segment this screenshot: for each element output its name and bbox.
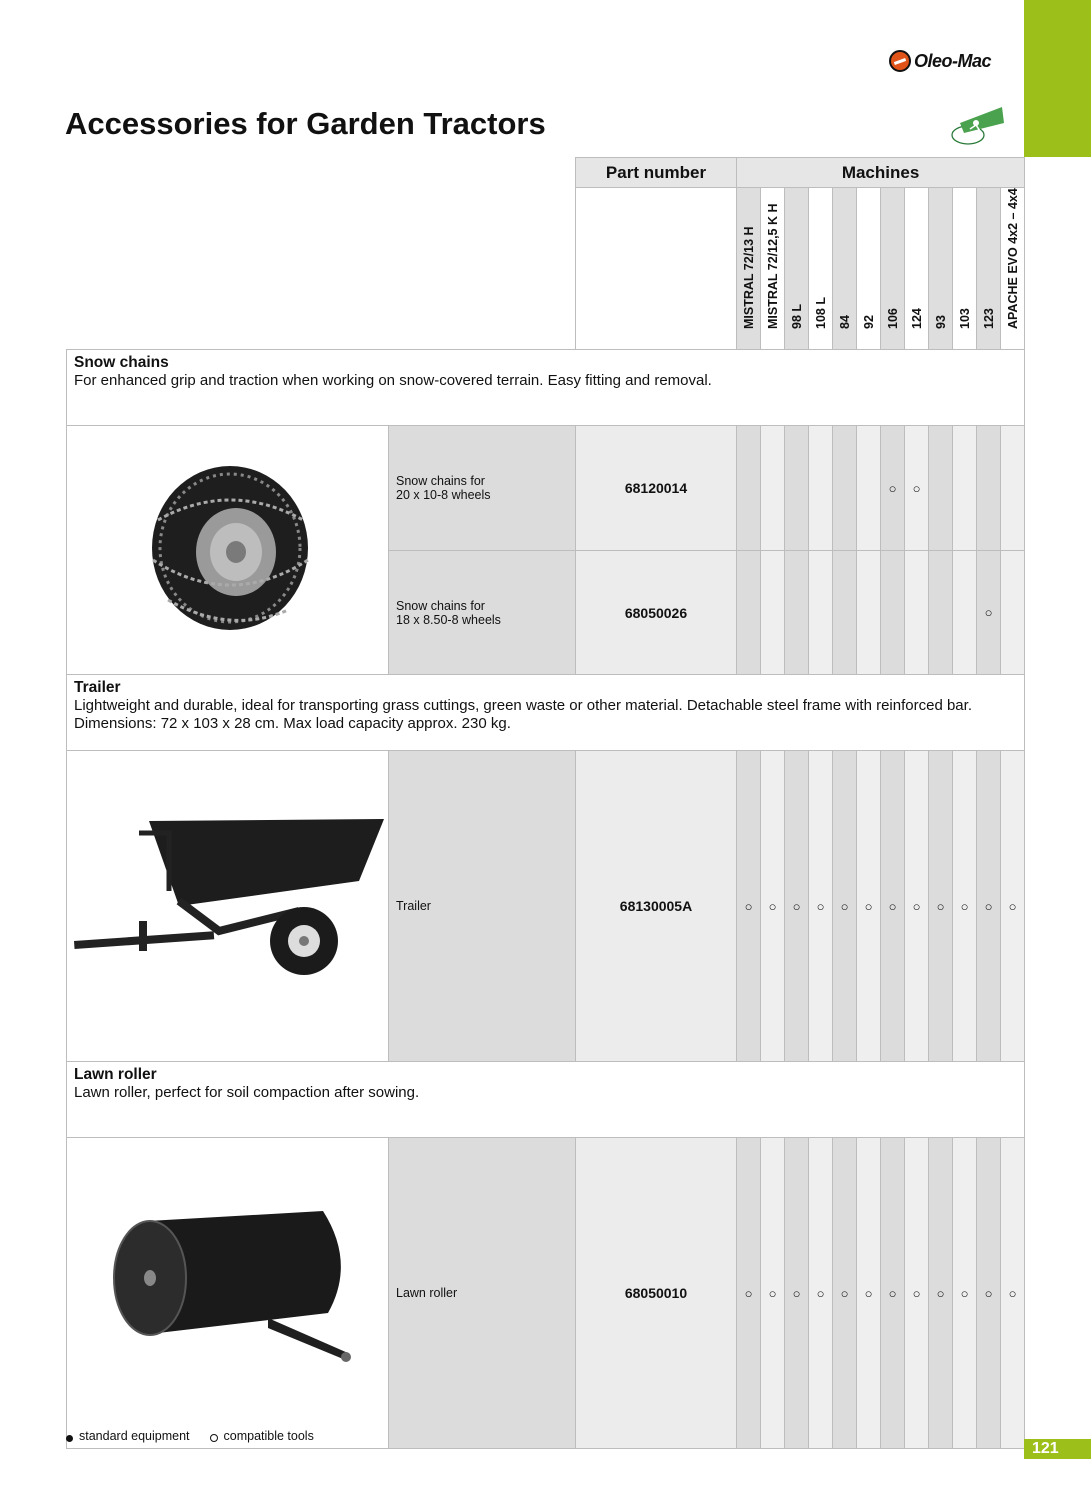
compatible-mark-icon: ○: [768, 898, 777, 914]
compatibility-cell: [881, 1138, 905, 1449]
compatibility-cell: [929, 1138, 953, 1449]
standard-dot-icon: [66, 1435, 73, 1442]
table-row: [67, 426, 1025, 551]
machine-column-header: [905, 188, 929, 350]
compatible-mark-icon: ○: [1008, 898, 1017, 914]
machine-column-header: [737, 188, 761, 350]
compatibility-cell: [833, 551, 857, 675]
machine-column-header: [857, 188, 881, 350]
product-description: Snow chains for 18 x 8.50-8 wheels: [389, 551, 576, 675]
trailer-image: [69, 811, 387, 996]
section-header: [67, 1062, 1025, 1138]
compatibility-cell: [1001, 1138, 1025, 1449]
section-description: For enhanced grip and traction when working on snow-covered terrain. Easy fitting and removal.: [74, 372, 712, 389]
compatibility-cell: [1001, 426, 1025, 551]
compatibility-cell: [761, 426, 785, 551]
page-title: Accessories for Garden Tractors: [65, 106, 546, 141]
compatibility-cell: [929, 551, 953, 675]
machine-column-header: [953, 188, 977, 350]
section-title: Snow chains: [74, 354, 169, 371]
section-description: Lawn roller, perfect for soil compaction after sowing.: [74, 1084, 420, 1101]
compatibility-cell: [857, 1138, 881, 1449]
compatible-mark-icon: ○: [912, 898, 921, 914]
part-number: 68050026: [576, 551, 737, 675]
compatibility-cell: [737, 751, 761, 1062]
legend-standard: standard equipment: [79, 1429, 190, 1443]
product-description: Snow chains for 20 x 10-8 wheels: [389, 426, 576, 551]
compatibility-cell: [929, 751, 953, 1062]
compatibility-cell: [905, 751, 929, 1062]
compatibility-cell: [833, 751, 857, 1062]
compatible-mark-icon: ○: [912, 480, 921, 496]
original-parts-badge: [950, 105, 1006, 147]
compatibility-cell: [857, 551, 881, 675]
part-number: 68130005A: [576, 751, 737, 1062]
machine-name: 106: [885, 308, 900, 329]
machine-column-header: [761, 188, 785, 350]
compatibility-cell: [1001, 551, 1025, 675]
compatibility-cell: [785, 1138, 809, 1449]
compatibility-cell: [953, 751, 977, 1062]
compatible-mark-icon: ○: [888, 1285, 897, 1301]
compatible-mark-icon: ○: [768, 1285, 777, 1301]
compatibility-cell: [809, 1138, 833, 1449]
compatible-mark-icon: ○: [792, 898, 801, 914]
compatible-mark-icon: ○: [744, 1285, 753, 1301]
table-row: [67, 1138, 1025, 1449]
compatibility-cell: [737, 551, 761, 675]
machine-column-header: [1001, 188, 1025, 350]
compatibility-cell: [785, 551, 809, 675]
compatibility-cell: [809, 751, 833, 1062]
compatibility-cell: [881, 551, 905, 675]
machine-name: 123: [981, 308, 996, 329]
compatibility-cell: [737, 1138, 761, 1449]
product-description: Lawn roller: [389, 1138, 576, 1449]
compatibility-cell: [857, 751, 881, 1062]
machine-name: MISTRAL 72/13 H: [741, 226, 756, 329]
compatibility-cell: [857, 426, 881, 551]
compatible-mark-icon: ○: [888, 898, 897, 914]
compatible-mark-icon: ○: [816, 898, 825, 914]
compatibility-cell: [953, 551, 977, 675]
compatibility-cell: [905, 426, 929, 551]
section-color-tab: [1024, 0, 1091, 157]
legend: [66, 1429, 314, 1443]
compatible-mark-icon: ○: [936, 898, 945, 914]
machine-column-header: [977, 188, 1001, 350]
lawn-roller-image: [98, 1203, 358, 1378]
machine-column-header: [929, 188, 953, 350]
compatibility-cell: [953, 1138, 977, 1449]
machine-name: 98 L: [789, 303, 804, 329]
section-header: [67, 675, 1025, 751]
machine-name: 108 L: [813, 297, 828, 329]
compatibility-cell: [809, 426, 833, 551]
compatible-mark-icon: ○: [936, 1285, 945, 1301]
compatibility-cell: [905, 551, 929, 675]
compatibility-cell: [881, 426, 905, 551]
product-description: Trailer: [389, 751, 576, 1062]
snow-chain-wheel-image: [138, 460, 318, 635]
machine-column-header: [881, 188, 905, 350]
compatibility-cell: [833, 1138, 857, 1449]
accessories-table: [66, 157, 1025, 1449]
compatibility-cell: [953, 426, 977, 551]
compatible-mark-icon: ○: [984, 898, 993, 914]
compatible-mark-icon: ○: [744, 898, 753, 914]
machine-name: 124: [909, 308, 924, 329]
compatibility-cell: [977, 751, 1001, 1062]
compatibility-cell: [809, 551, 833, 675]
page-number: 121: [1024, 1439, 1091, 1459]
product-photo: [67, 751, 389, 1062]
section-title: Trailer: [74, 679, 121, 696]
legend-compatible: compatible tools: [223, 1429, 314, 1443]
compatibility-cell: [881, 751, 905, 1062]
machine-name: 84: [837, 315, 852, 329]
compatible-mark-icon: ○: [840, 1285, 849, 1301]
compatible-mark-icon: ○: [984, 1285, 993, 1301]
brand-logo: [889, 48, 991, 74]
table-row: [67, 751, 1025, 1062]
machine-name: 92: [861, 315, 876, 329]
machines-header: Machines: [737, 158, 1025, 188]
machine-column-header: [785, 188, 809, 350]
product-photo: [67, 426, 389, 675]
compatibility-cell: [761, 751, 785, 1062]
compatibility-cell: [977, 426, 1001, 551]
section-title: Lawn roller: [74, 1066, 157, 1083]
compatible-mark-icon: ○: [960, 1285, 969, 1301]
compatible-mark-icon: ○: [1008, 1285, 1017, 1301]
compatible-mark-icon: ○: [864, 898, 873, 914]
compatible-ring-icon: [210, 1434, 218, 1442]
compatible-mark-icon: ○: [840, 898, 849, 914]
compatible-mark-icon: ○: [816, 1285, 825, 1301]
compatible-mark-icon: ○: [984, 605, 993, 620]
machine-name: 93: [933, 315, 948, 329]
machine-name: APACHE EVO 4x2 – 4x4: [1005, 188, 1020, 329]
compatible-mark-icon: ○: [888, 480, 897, 496]
compatibility-cell: [905, 1138, 929, 1449]
compatible-mark-icon: ○: [960, 898, 969, 914]
compatibility-cell: [785, 426, 809, 551]
compatible-mark-icon: ○: [864, 1285, 873, 1301]
compatibility-cell: [785, 751, 809, 1062]
brand-logo-text: Oleo-Mac: [914, 50, 992, 71]
part-number: 68120014: [576, 426, 737, 551]
section-header: [67, 350, 1025, 426]
compatibility-cell: [761, 551, 785, 675]
machine-column-header: [809, 188, 833, 350]
part-number-header: Part number: [576, 158, 737, 188]
compatible-mark-icon: ○: [912, 1285, 921, 1301]
compatibility-cell: [761, 1138, 785, 1449]
part-number: 68050010: [576, 1138, 737, 1449]
compatible-mark-icon: ○: [792, 1285, 801, 1301]
compatibility-cell: [833, 426, 857, 551]
product-photo: [67, 1138, 389, 1449]
section-description: Lightweight and durable, ideal for transporting grass cuttings, green waste or other material. Detachable steel frame with reinforced bar. Dimensions: 72 x 103 x 28 cm. Max load capacity approx. 230 kg.: [74, 697, 972, 732]
brand-logo-icon: [889, 50, 911, 72]
machine-column-header: [833, 188, 857, 350]
compatibility-cell: [737, 426, 761, 551]
compatibility-cell: [977, 1138, 1001, 1449]
compatibility-cell: [977, 551, 1001, 675]
machine-name: MISTRAL 72/12,5 K H: [765, 203, 780, 329]
machine-name: 103: [957, 308, 972, 329]
compatibility-cell: [929, 426, 953, 551]
compatibility-cell: [1001, 751, 1025, 1062]
